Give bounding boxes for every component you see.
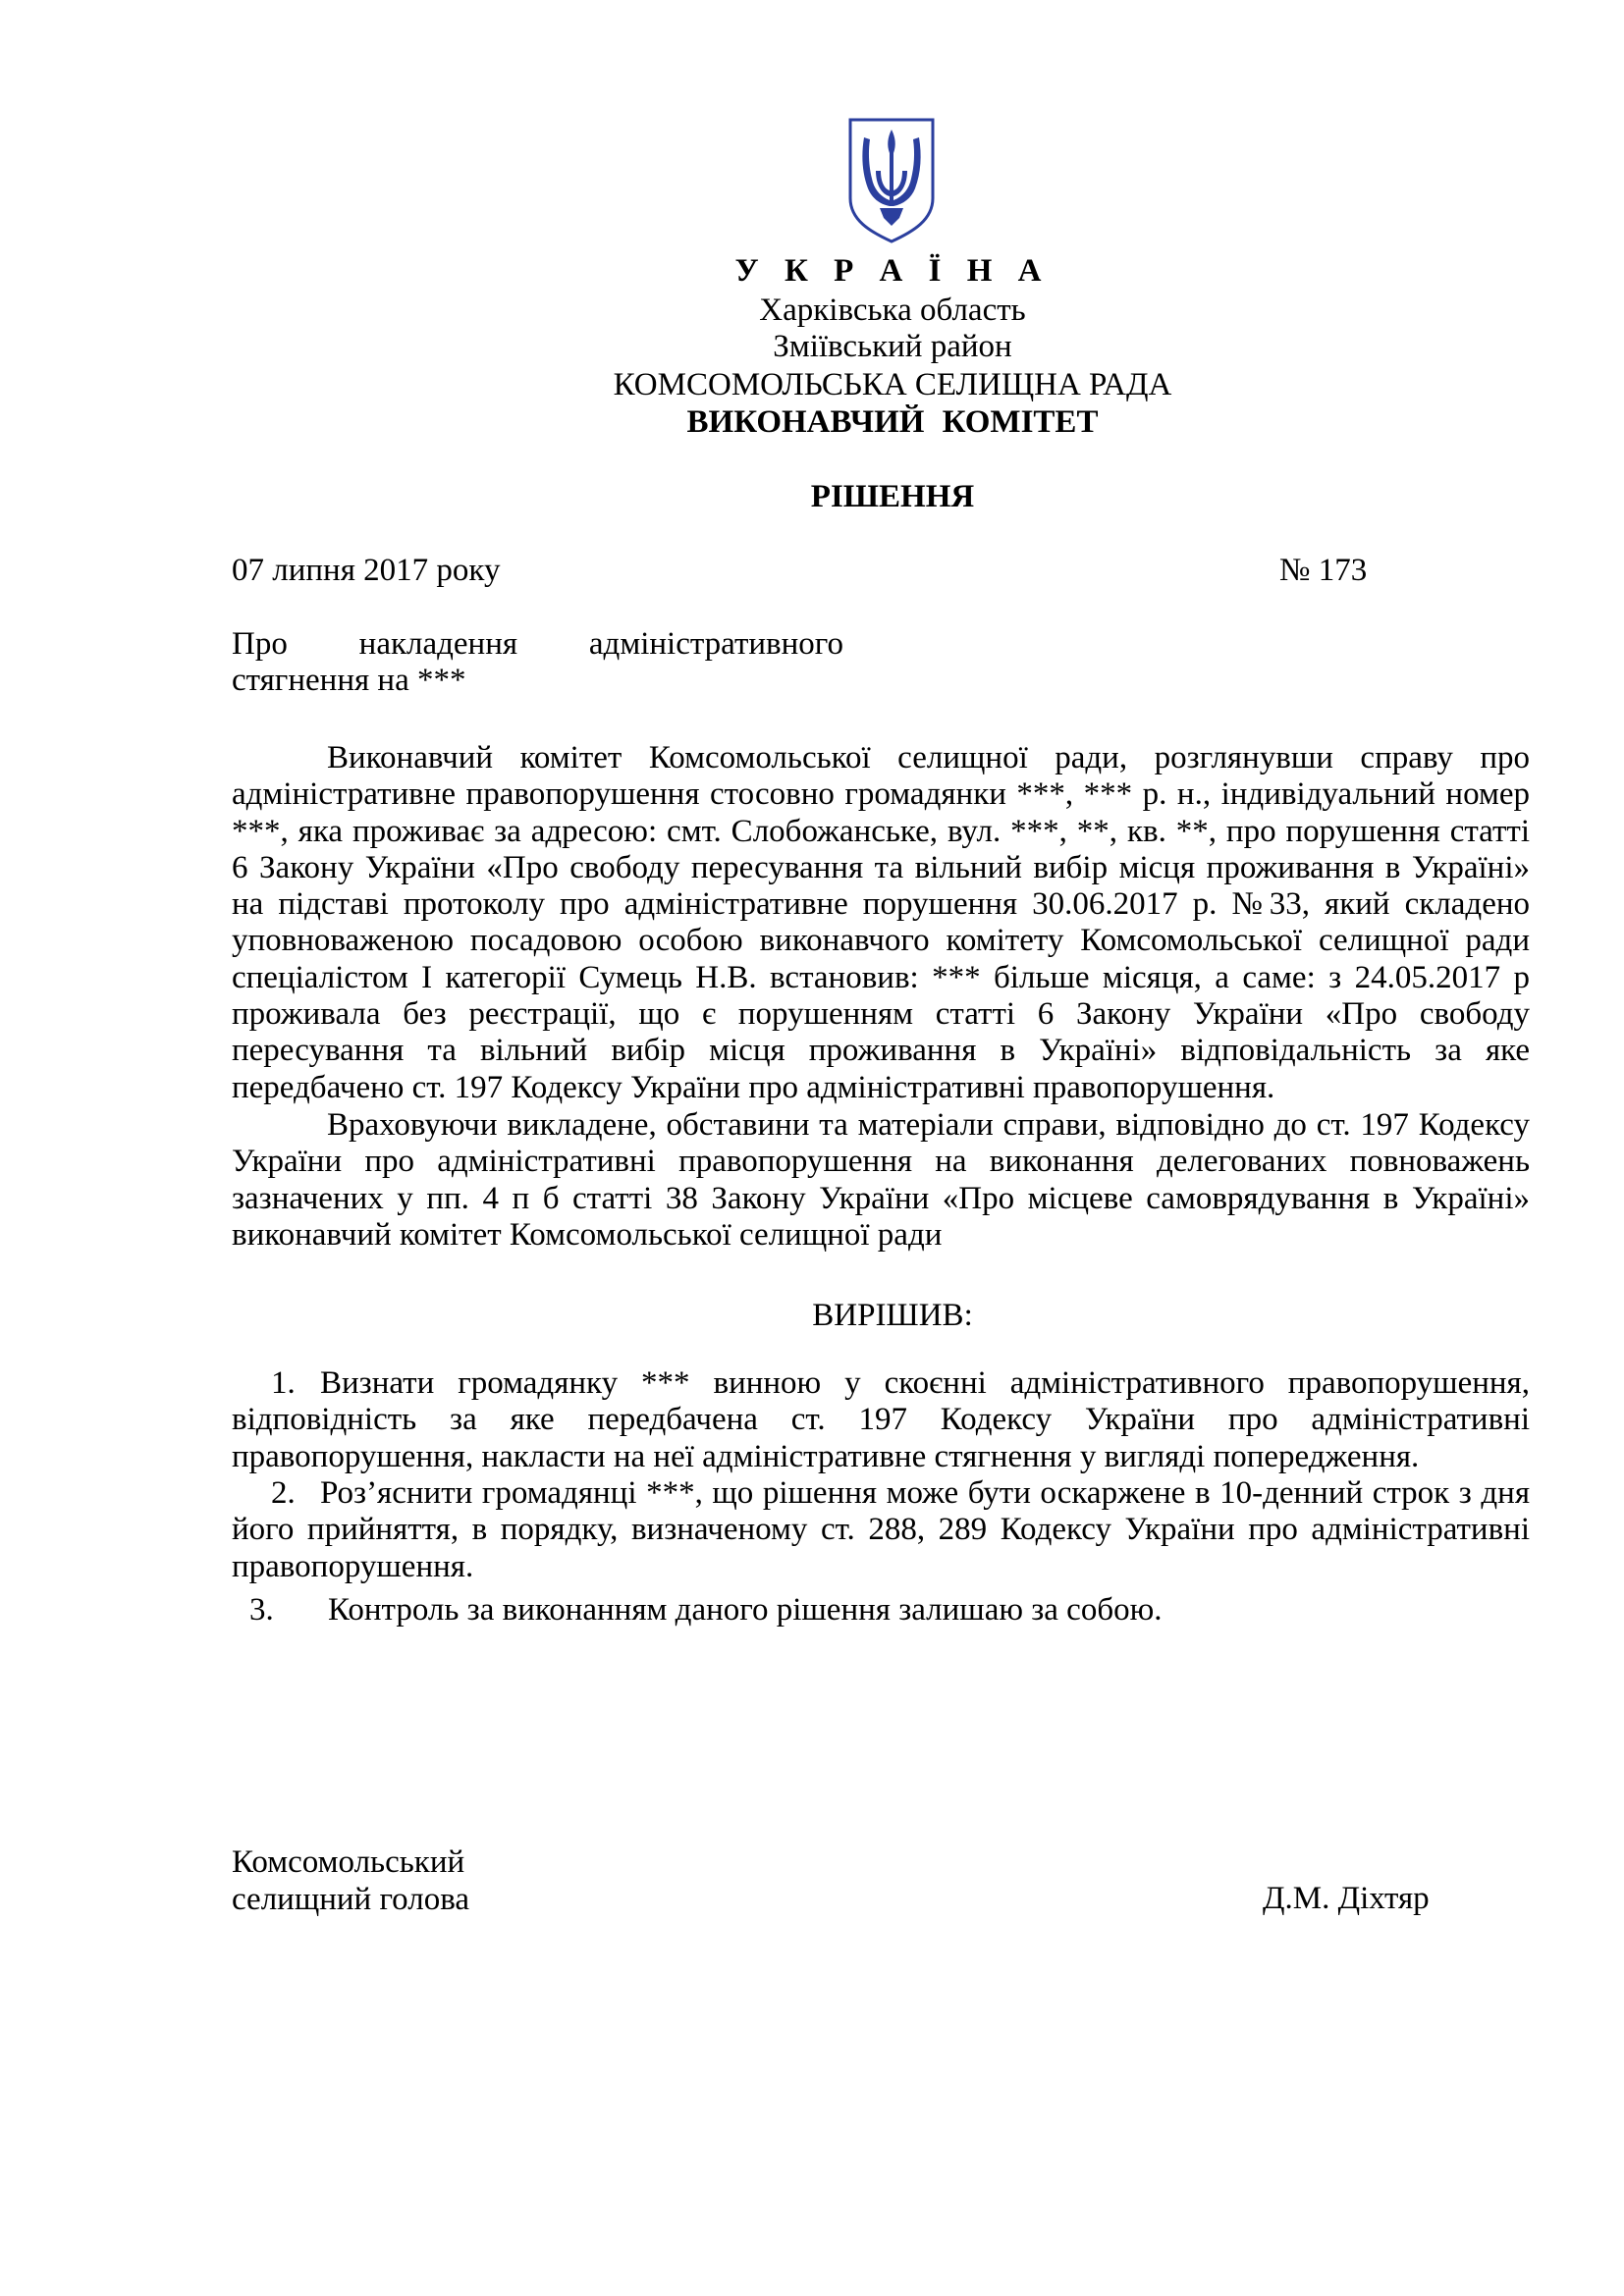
body-paragraph-2: Враховуючи викладене, обставини та матеріали справи, відповідно до ст. 197 Кодексу України про адміністративні правопорушення на виконання делегованих повноважень зазначених у пп. 4 п б статті 38 Закону України «Про місцеве самоврядування в Україні» виконавчий комітет Комсомольської селищної ради — [232, 1107, 1530, 1253]
raion-name: Зміївський район — [773, 329, 1012, 364]
subject-line-2: стягнення на *** — [232, 663, 466, 698]
signatory-name: Д.М. Діхтяр — [1263, 1881, 1430, 1916]
trident-emblem-icon — [846, 116, 937, 245]
decision-item-number: 3. — [249, 1592, 274, 1628]
signatory-title — [232, 1843, 469, 1918]
decision-item-text: Контроль за виконанням даного рішення залишаю за собою. — [328, 1592, 1163, 1628]
body-paragraph-1: Виконавчий комітет Комсомольської селищної ради, розглянувши справу про адміністративне правопорушення стосовно громадянки ***, *** р. н., індивідуальний номер ***, яка проживає за адресою: смт. Слобожанське, вул. ***, **, кв. **, про порушення статті 6 Закону України «Про свободу пересування та вільний вибір місця проживання в Україні» на підставі протоколу про адміністративне порушення 30.06.2017 р. №33, який складено уповноваженою посадовою особою виконавчого комітету Комсомольської селищної ради спеціалістом І категорії Сумець Н.В. встановив: *** більше місяця, а саме: з 24.05.2017 р проживала без реєстрації, що є порушенням статті 6 Закону України «Про свободу пересування та вільний вибір місця проживання в Україні» відповідальність за яке передбачено ст. 197 Кодексу України про адміністративні правопорушення. — [232, 740, 1530, 1105]
decision-item-number: 2. — [271, 1475, 296, 1511]
signatory-title-line-1: Комсомольський — [232, 1844, 465, 1880]
country-title: У К Р А Ї Н А — [734, 253, 1051, 289]
decision-heading: ВИРІШИВ: — [812, 1298, 973, 1333]
subject-line-1: Про накладення адміністративного — [232, 626, 843, 662]
decision-item-3 — [249, 1592, 1547, 1629]
decision-item-2 — [232, 1475, 1530, 1585]
document-type-title: РІШЕННЯ — [810, 479, 975, 514]
signatory-title-line-2: селищний голова — [232, 1882, 470, 1917]
decision-date: 07 липня 2017 року — [232, 553, 501, 588]
decision-item-text: Роз’яснити громадянці ***, що рішення може бути оскаржене в 10-денний строк з дня його прийняття, в порядку, визначеному ст. 288, 289 Кодексу України про адміністративні правопорушення. — [232, 1475, 1530, 1584]
decision-item-text: Визнати громадянку *** винною у скоєнні адміністративного правопорушення, відповідність за яке передбачена ст. 197 Кодексу України про адміністративні правопорушення, накласти на неї адміністративне стягнення у вигляді попередження. — [232, 1365, 1530, 1474]
decision-item-number: 1. — [271, 1365, 296, 1401]
council-name: КОМСОМОЛЬСЬКА СЕЛИЩНА РАДА — [613, 367, 1172, 402]
committee-name: ВИКОНАВЧИЙ КОМІТЕТ — [686, 404, 1099, 440]
decision-number: № 173 — [1279, 553, 1368, 588]
oblast-name: Харківська область — [759, 293, 1026, 328]
decision-item-1 — [232, 1365, 1530, 1475]
